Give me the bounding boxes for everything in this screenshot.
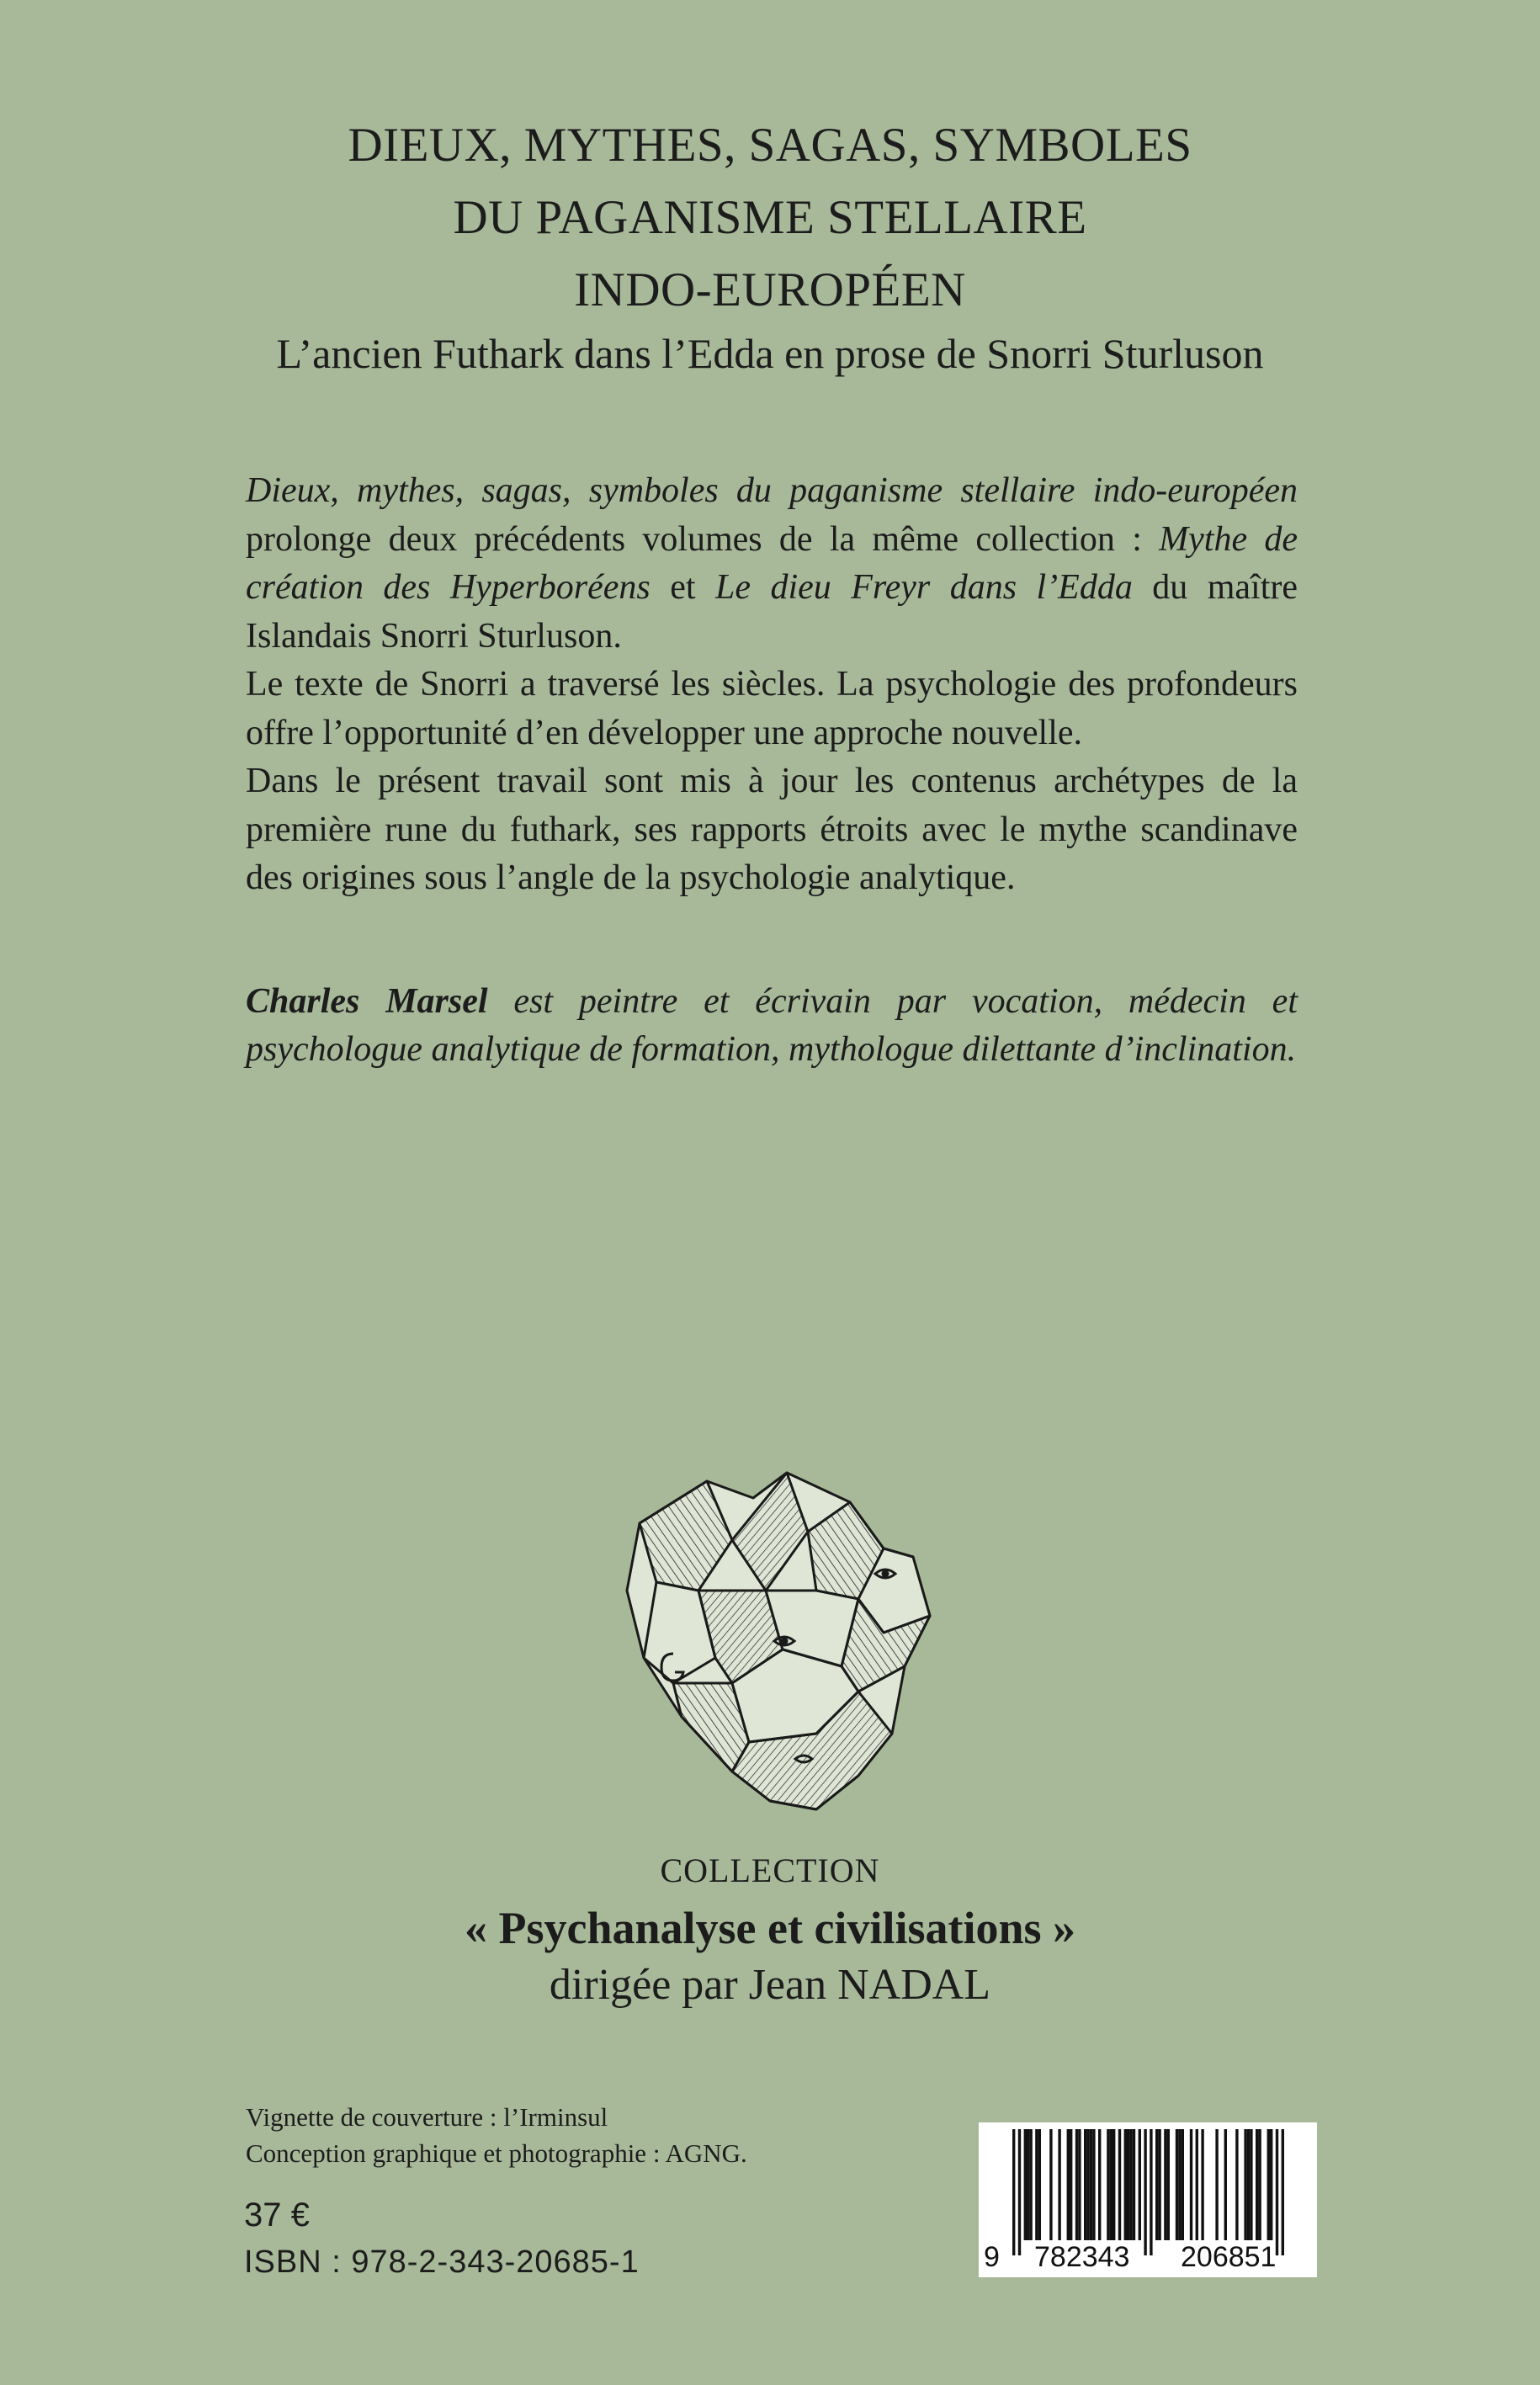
collection-name: « Psychanalyse et civilisations » bbox=[465, 1903, 1075, 1953]
credit-vignette: Vignette de couverture : l’Irminsul bbox=[246, 2102, 608, 2132]
author-bio-text: est peintre et écrivain par vocation, médecin et psychologue analytique de formation, mythologue dilettante d’inclination. bbox=[246, 982, 1298, 1069]
blurb-text: et bbox=[650, 568, 715, 607]
barcode-bar bbox=[1144, 2129, 1146, 2255]
barcode-bar bbox=[1098, 2129, 1101, 2240]
barcode-bar bbox=[1276, 2129, 1278, 2255]
barcode-bar bbox=[1113, 2129, 1115, 2240]
barcode-bar bbox=[1155, 2129, 1158, 2240]
barcode-bar bbox=[1267, 2129, 1270, 2240]
blurb-title-ref: Dieux, mythes, sagas, symboles du paganisme stellaire indo-européen bbox=[246, 471, 1298, 510]
blurb bbox=[246, 467, 1298, 903]
price: 37 € bbox=[244, 2196, 310, 2234]
barcode-bar bbox=[1235, 2129, 1238, 2240]
title-line-2: DU PAGANISME STELLAIRE bbox=[453, 191, 1087, 244]
barcode-bar bbox=[1024, 2129, 1027, 2240]
barcode bbox=[979, 2122, 1317, 2277]
barcode-bar bbox=[1078, 2129, 1081, 2240]
isbn: ISBN : 978-2-343-20685-1 bbox=[244, 2244, 640, 2280]
barcode-left-group: 782343 bbox=[1034, 2241, 1130, 2273]
barcode-bar bbox=[1244, 2129, 1246, 2240]
barcode-bar bbox=[1075, 2129, 1078, 2240]
blurb-title-ref: Mythe de création des Hyperboréens bbox=[246, 519, 1298, 607]
barcode-bar bbox=[1027, 2129, 1029, 2240]
barcode-bar bbox=[1058, 2129, 1060, 2240]
barcode-bar bbox=[1038, 2129, 1041, 2240]
collection-emblem-icon bbox=[606, 1464, 934, 1818]
blurb-text: du maître Islandais Snorri Sturluson. bbox=[246, 568, 1298, 656]
blurb-paragraph-2: Le texte de Snorri a traversé les siècles. La psychologie des profondeurs offre l’opportunité d’en développer une approche nouvelle. bbox=[246, 665, 1298, 752]
barcode-bar bbox=[1282, 2129, 1284, 2255]
barcode-bar bbox=[1176, 2129, 1178, 2240]
book-subtitle: L’ancien Futhark dans l’Edda en prose de Snorri Sturluson bbox=[276, 330, 1264, 377]
barcode-bar bbox=[1129, 2129, 1132, 2240]
barcode-bar bbox=[1107, 2129, 1109, 2240]
blurb-paragraph-3: Dans le présent travail sont mis à jour les contenus archétypes de la première rune du futhark, ses rapports étroits avec le mythe scandinave des origines sous l’angle de la psychologie analytique. bbox=[246, 762, 1298, 897]
barcode-bar bbox=[1035, 2129, 1038, 2240]
author-name: Charles Marsel bbox=[246, 982, 488, 1021]
collection-info bbox=[0, 1850, 1540, 2013]
title-line-1: DIEUX, MYTHES, SAGAS, SYMBOLES bbox=[348, 119, 1192, 172]
barcode-bar bbox=[1158, 2129, 1160, 2240]
barcode-bar bbox=[1215, 2129, 1218, 2240]
barcode-bar bbox=[1182, 2129, 1184, 2240]
collection-label: COLLECTION bbox=[660, 1851, 880, 1889]
credits bbox=[246, 2099, 747, 2171]
author-bio bbox=[246, 978, 1298, 1074]
blurb-title-ref: Le dieu Freyr dans l’Edda bbox=[715, 568, 1133, 607]
barcode-bar bbox=[1247, 2129, 1250, 2240]
title-line-3: INDO-EUROPÉEN bbox=[574, 263, 966, 316]
barcode-bar bbox=[1196, 2129, 1198, 2240]
credit-design: Conception graphique et photographie : AGNG. bbox=[246, 2138, 747, 2168]
barcode-bar bbox=[1201, 2129, 1203, 2240]
barcode-bar bbox=[1139, 2129, 1141, 2240]
barcode-bar bbox=[1127, 2129, 1129, 2240]
barcode-bar bbox=[1018, 2129, 1021, 2255]
barcode-bar bbox=[1012, 2129, 1015, 2255]
barcode-bar bbox=[1150, 2129, 1152, 2255]
barcode-bar bbox=[1256, 2129, 1258, 2240]
barcode-bar bbox=[1178, 2129, 1181, 2240]
barcode-bar bbox=[1110, 2129, 1113, 2240]
barcode-bar bbox=[1124, 2129, 1127, 2240]
barcode-bar bbox=[1092, 2129, 1095, 2240]
barcode-right-group: 206851 bbox=[1181, 2241, 1277, 2273]
blurb-paragraph-1 bbox=[246, 467, 1298, 661]
barcode-bar bbox=[1070, 2129, 1072, 2240]
barcode-bar bbox=[1049, 2129, 1052, 2240]
barcode-bar bbox=[1084, 2129, 1086, 2240]
barcode-bar bbox=[1250, 2129, 1252, 2240]
barcode-bar bbox=[1167, 2129, 1170, 2240]
barcode-bar bbox=[1118, 2129, 1121, 2240]
book-title bbox=[0, 109, 1540, 327]
collection-director: dirigée par Jean NADAL bbox=[549, 1961, 991, 2009]
barcode-first-digit: 9 bbox=[984, 2241, 1000, 2273]
barcode-bar bbox=[1133, 2129, 1135, 2240]
barcode-bar bbox=[1258, 2129, 1261, 2240]
barcode-bar bbox=[1086, 2129, 1089, 2240]
blurb-text: prolonge deux précédents volumes de la même collection : bbox=[246, 519, 1160, 559]
barcode-bar bbox=[1067, 2129, 1070, 2240]
barcode-bar bbox=[1190, 2129, 1192, 2240]
barcode-bar bbox=[1090, 2129, 1092, 2240]
barcode-bar bbox=[1029, 2129, 1032, 2240]
barcode-bar bbox=[1224, 2129, 1227, 2240]
barcode-bar bbox=[1164, 2129, 1166, 2240]
barcode-bar bbox=[1270, 2129, 1272, 2240]
